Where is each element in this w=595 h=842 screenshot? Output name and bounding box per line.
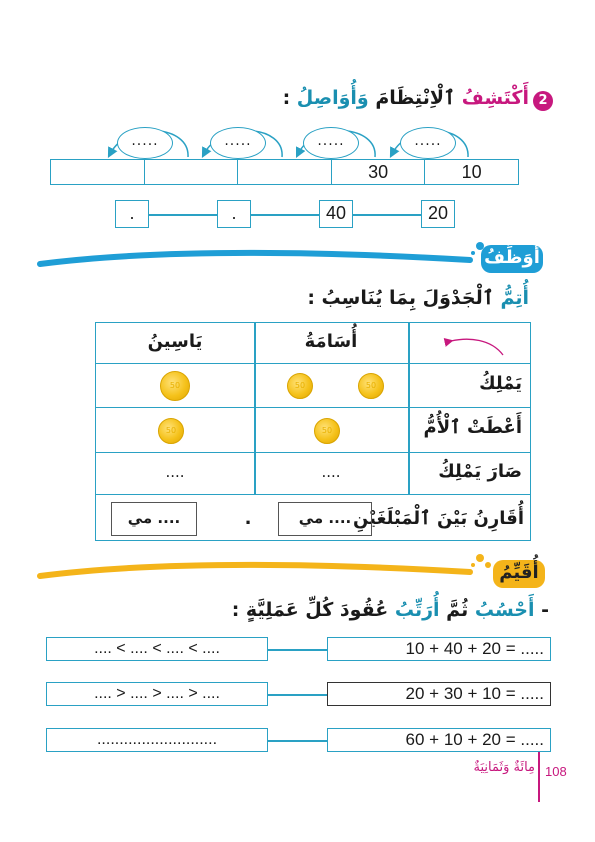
compare-box-osama[interactable]: .... مي xyxy=(278,502,372,536)
sequence-cell: 10 xyxy=(424,160,518,184)
connector-line xyxy=(353,214,421,216)
pattern-oval[interactable]: ..... xyxy=(400,127,456,159)
connector-line xyxy=(268,694,327,696)
compare-label: أُقَارِنُ بَيْنَ ٱلْمَبْلَغَيْنِ xyxy=(352,508,524,529)
answer-yassin[interactable]: .... xyxy=(165,463,185,481)
order-2[interactable]: .... > .... > .... > .... xyxy=(46,682,268,706)
table-row-divider xyxy=(96,363,530,364)
coin-icon: 50 xyxy=(158,418,184,444)
uqayyim-banner-label: أُقَيِّمُ xyxy=(493,560,545,588)
compare-sign-placeholder[interactable]: . xyxy=(244,508,252,529)
calc-instruction: - أَحْسُبُ ثُمَّ أُرَتِّبُ عُقُودَ كُلِّ عَمَلِيَّةٍ : xyxy=(231,599,549,621)
connector-line xyxy=(268,649,327,651)
pattern-oval[interactable]: ..... xyxy=(117,127,173,159)
operation-2[interactable]: 20 + 30 + 10 = ..... xyxy=(327,682,551,706)
row-label-mother-gave: أَعْطَتْ ٱلْأُمُّ xyxy=(423,417,522,438)
coin-icon: 50 xyxy=(314,418,340,444)
money-table xyxy=(95,322,531,541)
table-row-divider xyxy=(96,407,530,408)
operation-3[interactable]: 60 + 10 + 20 = ..... xyxy=(327,728,551,752)
header-yassin: يَاسِينُ xyxy=(147,331,203,352)
sequence-cell[interactable] xyxy=(144,160,238,184)
page-number-words: مِائَةٌ وَثَمَانِيَةٌ xyxy=(473,760,535,775)
page-number: 108 xyxy=(545,764,567,779)
section-title: أَكْتَشِفُ ٱلْاِنْتِظَامَ وَأُوَاصِلُ : xyxy=(282,87,529,109)
connector-line xyxy=(268,740,327,742)
number-box: 40 xyxy=(319,200,353,228)
operation-1[interactable]: 10 + 40 + 20 = ..... xyxy=(327,637,551,661)
connector-line xyxy=(251,214,319,216)
footer-divider xyxy=(538,752,540,802)
curved-arrow-icon xyxy=(431,333,511,358)
coin-icon: 50 xyxy=(287,373,313,399)
order-3[interactable]: ........................... xyxy=(46,728,268,752)
table-instruction: أُتِمُّ ٱلْجَدْوَلَ بِمَا يُنَاسِبُ : xyxy=(307,287,529,309)
answer-osama[interactable]: .... xyxy=(321,463,341,481)
coin-icon: 50 xyxy=(160,371,190,401)
row-label-owns: يَمْلِكُ xyxy=(479,373,522,394)
awazzif-banner-label: أُوَظِّفُ xyxy=(481,245,543,273)
compare-box-yassin[interactable]: .... مي xyxy=(111,502,197,536)
pattern-oval[interactable]: ..... xyxy=(210,127,266,159)
section-number-badge: 2 xyxy=(533,91,553,111)
number-box[interactable]: . xyxy=(217,200,251,228)
table-row-divider xyxy=(96,452,530,453)
table-row-divider xyxy=(96,494,530,495)
number-sequence-strip xyxy=(50,159,519,185)
order-1[interactable]: .... < .... < .... < .... xyxy=(46,637,268,661)
pattern-oval[interactable]: ..... xyxy=(303,127,359,159)
number-box[interactable]: . xyxy=(115,200,149,228)
coin-icon: 50 xyxy=(358,373,384,399)
sequence-cell[interactable] xyxy=(51,160,144,184)
sequence-cell[interactable] xyxy=(237,160,331,184)
header-osama: أُسَامَةُ xyxy=(304,331,358,352)
connector-line xyxy=(149,214,217,216)
row-label-now-owns: صَارَ يَمْلِكُ xyxy=(438,461,522,482)
number-box: 20 xyxy=(421,200,455,228)
sequence-cell: 30 xyxy=(331,160,425,184)
